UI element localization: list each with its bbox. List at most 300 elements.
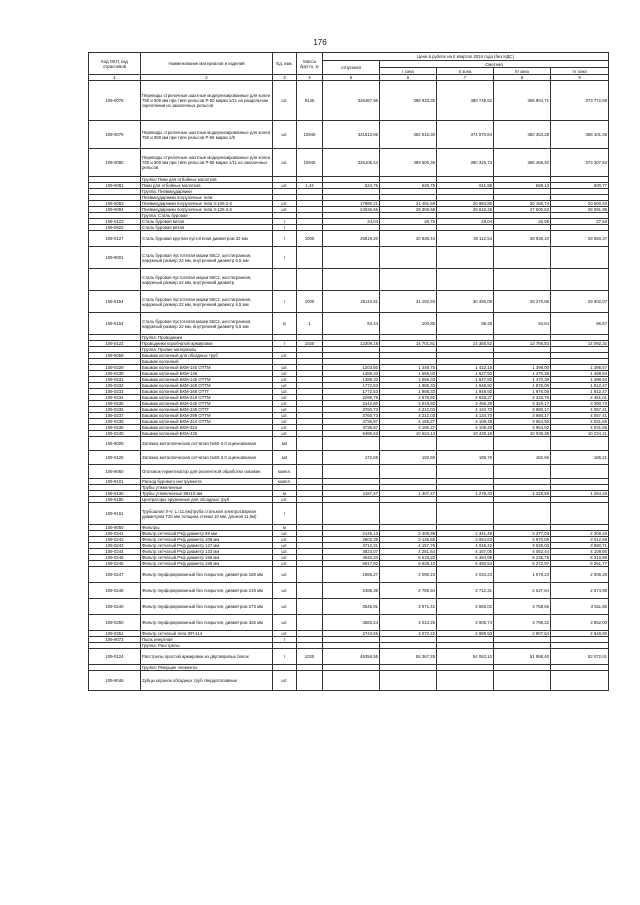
price-zone-4: 28 091,99 <box>551 207 609 213</box>
item-unit: м <box>273 491 297 497</box>
price-zone-1: 384 616,30 <box>380 121 437 149</box>
price-zone-2 <box>437 465 494 479</box>
item-name: Сталь буровая пустотелая марки 55С2, шестигранная, наружный размер 22 мм, внутренний диаметр 6,5 мм <box>141 313 273 335</box>
price-zone-4: 2 948,80 <box>551 631 609 637</box>
price-zone-3: 3 798,22 <box>494 615 551 631</box>
item-mass <box>297 451 323 465</box>
price-release: 2743,65 <box>323 631 380 637</box>
price-release: 326467,96 <box>323 81 380 121</box>
price-zone-2 <box>437 269 494 291</box>
item-code: 109-0242 <box>89 537 141 543</box>
item-unit: т <box>273 225 297 231</box>
price-zone-3: 3 326,17 <box>494 401 551 407</box>
price-zone-1: 14 701,81 <box>380 341 437 347</box>
item-name: Центраторы пружинные для обсадных труб <box>141 497 273 503</box>
col-index: 5 <box>323 75 380 81</box>
price-zone-3: 365 904,71 <box>494 81 551 121</box>
price-release: 1157,47 <box>323 491 380 497</box>
price-zone-1: 4 157,76 <box>380 543 437 549</box>
price-zone-1 <box>380 269 437 291</box>
item-unit: шт. <box>273 419 297 425</box>
item-code: 109-0230 <box>89 371 141 377</box>
item-name: Башмак колонный БКМ-146 <box>141 371 273 377</box>
price-zone-3: 360 353,28 <box>494 121 551 149</box>
price-zone-2: 4 134,70 <box>437 413 494 419</box>
price-release: 1772,53 <box>323 383 380 389</box>
price-zone-4: 29 560,37 <box>551 231 609 247</box>
price-zone-4: 4 057,41 <box>551 407 609 413</box>
item-unit: шт. <box>273 407 297 413</box>
price-zone-4: 2 006,25 <box>551 567 609 583</box>
price-zone-4: 1 498,94 <box>551 371 609 377</box>
item-code: 109-9073 <box>89 637 141 643</box>
table-row <box>89 247 609 269</box>
price-zone-1: 1 556,03 <box>380 377 437 383</box>
price-release: 3583,24 <box>323 615 380 631</box>
price-zone-4: 3 390,73 <box>551 401 609 407</box>
price-zone-2: 189,76 <box>437 451 494 465</box>
item-code: 109-0154 <box>89 291 141 313</box>
price-zone-1: 1 985,33 <box>380 383 437 389</box>
price-zone-4: 373 772,69 <box>551 81 609 121</box>
price-zone-4 <box>551 465 609 479</box>
price-zone-3: 1 978,23 <box>494 567 551 583</box>
price-zone-3: 2 637,64 <box>494 583 551 599</box>
price-zone-3: 2 970,56 <box>494 537 551 543</box>
item-name: Фильтр перфорированный без покрытия, диаметром 273 мм <box>141 599 273 615</box>
item-unit: т <box>273 231 297 247</box>
price-release: 1203,50 <box>323 365 380 371</box>
item-code: 109-0248 <box>89 583 141 599</box>
item-name: Фильтр сетчатый типа ФП-114 <box>141 631 273 637</box>
price-zone-3: 182,66 <box>494 451 551 465</box>
price-zone-2: 30 456,09 <box>437 291 494 313</box>
price-zone-3: 13 795,83 <box>494 341 551 347</box>
price-release <box>323 465 380 479</box>
price-zone-4 <box>551 437 609 451</box>
price-zone-1: 2 405,99 <box>380 531 437 537</box>
item-unit: м2 <box>273 451 297 465</box>
price-release: 46356,55 <box>323 649 380 665</box>
price-zone-1 <box>380 247 437 269</box>
item-name: Пики для отбойных молотков <box>141 183 273 189</box>
price-zone-1: 626,75 <box>380 183 437 189</box>
item-name: Пневмоударники погрузочные типа II-125-3.6 <box>141 207 273 213</box>
item-name: Фильтр сетчатый Рчф диаметр 127 мм <box>141 543 273 549</box>
item-code: 109-0083 <box>89 201 141 207</box>
item-mass <box>297 567 323 583</box>
price-release: 84,44 <box>323 313 380 335</box>
price-zone-1: 3 072,22 <box>380 631 437 637</box>
item-unit: шт. <box>273 353 297 359</box>
item-code: 109-0127 <box>89 231 141 247</box>
price-release: 24,04 <box>323 219 380 225</box>
price-table <box>88 52 609 691</box>
item-name: Переводы стрелочные шахтные модернизированные для колеи 750 и 900 мм при типе рельсов Р-65 марки 1/9 <box>141 121 273 149</box>
item-name: Башмак колонный БКМ-324 <box>141 425 273 431</box>
price-release: 12309,18 <box>323 341 380 347</box>
item-code: 109-0238 <box>89 419 141 425</box>
item-code: 109-0232 <box>89 383 141 389</box>
item-unit: шт. <box>273 497 297 503</box>
page-number: 176 <box>313 38 327 47</box>
price-zone-2: 374 970,84 <box>437 121 494 149</box>
price-zone-2: 1 527,50 <box>437 371 494 377</box>
item-mass <box>297 437 323 451</box>
item-mass <box>297 247 323 269</box>
item-unit: шт. <box>273 567 297 583</box>
price-release: 3760,73 <box>323 413 380 419</box>
item-name: Фильтр сетчатый Рчф диаметр 133 мм <box>141 549 273 555</box>
item-code: 109-0235 <box>89 401 141 407</box>
price-zone-4: 1 254,26 <box>551 491 609 497</box>
item-mass <box>297 269 323 291</box>
price-release <box>323 503 380 525</box>
header-mass: Масса брутто, кг <box>297 53 323 75</box>
price-release: 3736,87 <box>323 419 380 425</box>
header-release: отпускная <box>323 61 380 75</box>
price-zone-1: 1 448,75 <box>380 365 437 371</box>
price-release: 1389,33 <box>323 371 380 377</box>
item-unit: шт. <box>273 383 297 389</box>
header-code: Код ОКП, код отраслевой <box>89 53 141 75</box>
price-zone-2: 380 748,52 <box>437 81 494 121</box>
price-zone-2: 28,04 <box>437 219 494 225</box>
price-zone-1: 4 013,25 <box>380 615 437 631</box>
price-zone-3: 26,95 <box>494 219 551 225</box>
price-zone-4: 3 990,71 <box>551 543 609 549</box>
price-zone-2: 6 450,54 <box>437 561 494 567</box>
price-zone-4: 4 109,80 <box>551 549 609 555</box>
price-zone-3: 3 954,92 <box>494 419 551 425</box>
item-name: Фильтр сетчатый Рчф диаметр 89 мм <box>141 531 273 537</box>
item-name: Фильтр сетчатый Рчф диаметр 159 мм <box>141 555 273 561</box>
item-name: Сталь буровая витая <box>141 219 273 225</box>
price-zone-2: 2 034,23 <box>437 567 494 583</box>
price-zone-3: 27 500,63 <box>494 207 551 213</box>
item-code: 109-0078 <box>89 81 141 121</box>
price-zone-2: 4 134,70 <box>437 407 494 413</box>
price-zone-3 <box>494 503 551 525</box>
item-unit: шт. <box>273 149 297 177</box>
item-unit: шт. <box>273 121 297 149</box>
price-zone-4: 186,21 <box>551 451 609 465</box>
item-mass: 1,44 <box>297 183 323 189</box>
price-zone-1: 6 628,10 <box>380 561 437 567</box>
price-release: 1389,33 <box>323 377 380 383</box>
price-zone-3: 20 168,74 <box>494 201 551 207</box>
price-zone-2: 2 528,27 <box>437 395 494 401</box>
item-code: 109-0123 <box>89 219 141 225</box>
price-zone-4: 5 310,89 <box>551 555 609 561</box>
item-mass <box>297 503 323 525</box>
price-release: 524,75 <box>323 183 380 189</box>
table-row <box>89 81 609 121</box>
table-row <box>89 269 609 291</box>
header-zone-2: II зона <box>437 68 494 75</box>
price-zone-4: 368 101,06 <box>551 121 609 149</box>
price-zone-4: 1 912,47 <box>551 383 609 389</box>
price-release <box>323 437 380 451</box>
item-mass: 1000 <box>297 291 323 313</box>
price-zone-4: 20 600,40 <box>551 201 609 207</box>
item-code: 109-0245 <box>89 555 141 561</box>
price-zone-1: 21 481,69 <box>380 201 437 207</box>
price-zone-1: 3 519,92 <box>380 401 437 407</box>
price-zone-2: 2 989,93 <box>437 631 494 637</box>
price-zone-1: 3 971,42 <box>380 599 437 615</box>
price-zone-2: 98,48 <box>437 313 494 335</box>
price-zone-1: 1 985,33 <box>380 389 437 395</box>
price-zone-4 <box>551 503 609 525</box>
price-release: 2299,76 <box>323 395 380 401</box>
price-release: 1866,27 <box>323 567 380 583</box>
price-zone-4: 4 031,65 <box>551 425 609 431</box>
price-zone-4: 1 395,57 <box>551 365 609 371</box>
item-unit: шт. <box>273 555 297 561</box>
price-zone-1: 28,72 <box>380 219 437 225</box>
item-code: 109-9050 <box>89 525 141 531</box>
price-zone-3: 3 758,66 <box>494 599 551 615</box>
table-row <box>89 615 609 631</box>
price-release <box>323 671 380 691</box>
price-zone-2: 611,98 <box>437 183 494 189</box>
price-release: 17980,21 <box>323 201 380 207</box>
item-name: Сталь буровая пустотелая марки 55С2, шестигранная, наружный размер 22 мм, внутренний диаметр <box>141 269 273 291</box>
item-name: Расход бурового инструмента <box>141 479 273 485</box>
item-name: Фильтр сетчатый Рчф диаметр 168 мм <box>141 561 273 567</box>
price-zone-2: 30 112,54 <box>437 231 494 247</box>
header-price-group: Цена в рублях на II квартал 2016 года (без НДС) <box>323 53 609 61</box>
item-name: Башмак колонный БКМ-168 ОТТГ <box>141 389 273 395</box>
group-name: Группа: Прочие материалы <box>141 347 273 353</box>
price-zone-4: 53 072,61 <box>551 649 609 665</box>
col-index: 6 <box>380 75 437 81</box>
item-code: 109-0231 <box>89 377 141 383</box>
item-code: 109-9060 <box>89 465 141 479</box>
col-index: 3 <box>273 75 297 81</box>
item-unit: шт. <box>273 631 297 637</box>
item-name: Расстрелы простой армировки из двутавровых балок <box>141 649 273 665</box>
item-code: 109-0229 <box>89 365 141 371</box>
item-name: Сталь буровая пустотелая марки 55С2, шестигранная, наружный размер 22 мм, внутренний диаметр 6,5 мм <box>141 291 273 313</box>
price-zone-1: 1 556,03 <box>380 371 437 377</box>
item-code: 109-0244 <box>89 549 141 555</box>
item-code: 109-9180 <box>89 497 141 503</box>
table-row <box>89 465 609 479</box>
header-unit: Ед. изм. <box>273 53 297 75</box>
price-zone-3: 1 876,06 <box>494 383 551 389</box>
price-zone-4: 1 912,47 <box>551 389 609 395</box>
group-name: Группа: Расстрелы <box>141 643 273 649</box>
price-zone-1: 193,50 <box>380 451 437 465</box>
item-code: 109-0250 <box>89 615 141 631</box>
item-name: Башмак колонный БКМ-324 ОТТМ <box>141 419 273 425</box>
item-unit: шт. <box>273 371 297 377</box>
price-zone-3: 94,64 <box>494 313 551 335</box>
price-zone-2: 2 341,49 <box>437 531 494 537</box>
item-code: 109-0243 <box>89 543 141 549</box>
item-name: Башмак колонный для обсадных труб <box>141 353 273 359</box>
item-unit: м2 <box>273 437 297 451</box>
price-zone-2: 4 046,42 <box>437 543 494 549</box>
item-code: 109-0122 <box>89 341 141 347</box>
price-release: 3712,31 <box>323 543 380 549</box>
group-name: Башмак колонный <box>141 359 273 365</box>
item-unit: шт. <box>273 395 297 401</box>
price-zone-1: 5 533,20 <box>380 555 437 561</box>
item-code: 109-0080 <box>89 149 141 177</box>
item-code: 109-9135 <box>89 491 141 497</box>
price-zone-4: 6 361,77 <box>551 561 609 567</box>
item-mass: 1020 <box>297 341 323 347</box>
item-code: 109-0084 <box>89 207 141 213</box>
item-unit: шт. <box>273 431 297 437</box>
price-zone-1: 29 306,58 <box>380 207 437 213</box>
item-name: Башмак колонный БКМ-426 <box>141 431 273 437</box>
price-release: 2146,13 <box>323 531 380 537</box>
item-name: Башмак колонный БКМ-299 ОТТМ <box>141 413 273 419</box>
item-mass: 1 <box>297 313 323 335</box>
table-row <box>89 313 609 335</box>
price-zone-2: 380 325,73 <box>437 149 494 177</box>
item-unit: т <box>273 291 297 313</box>
price-zone-4: 373 307,84 <box>551 149 609 177</box>
item-unit: шт. <box>273 537 297 543</box>
price-zone-2 <box>437 247 494 269</box>
price-zone-1: 4 212,03 <box>380 413 437 419</box>
table-row <box>89 149 609 177</box>
item-code: 109-0239 <box>89 425 141 431</box>
price-zone-1 <box>380 465 437 479</box>
item-code <box>89 269 141 291</box>
item-name: Башмак колонный БКМ-219 ОТТМ <box>141 395 273 401</box>
item-mass: 1020 <box>297 649 323 665</box>
item-code: 109-0154 <box>89 313 141 335</box>
item-mass: 10945 <box>297 121 323 149</box>
price-zone-4: 96,67 <box>551 313 609 335</box>
price-zone-3: 10 039,38 <box>494 431 551 437</box>
item-code: 109-0241 <box>89 531 141 537</box>
group-name: Группа: Пневмоударники <box>141 189 273 195</box>
price-zone-4: 2 481,01 <box>551 395 609 401</box>
item-name: Затяжка металлическая сетчатая №50-3.0 оцинкованная <box>141 451 273 465</box>
price-zone-4: 4 031,65 <box>551 419 609 425</box>
header-name: Наименование материалов и изделий <box>141 53 273 75</box>
price-zone-3 <box>494 247 551 269</box>
price-zone-2 <box>437 437 494 451</box>
price-zone-3 <box>494 269 551 291</box>
price-zone-3: 588,13 <box>494 183 551 189</box>
col-index: 7 <box>437 75 494 81</box>
price-zone-3: 2 907,64 <box>494 631 551 637</box>
item-code: 109-0249 <box>89 599 141 615</box>
price-zone-2: 3 455,39 <box>437 401 494 407</box>
price-zone-2 <box>437 671 494 691</box>
item-unit: т <box>273 503 297 525</box>
item-unit: компл. <box>273 465 297 479</box>
price-zone-3: 1 876,06 <box>494 389 551 395</box>
price-zone-3: 3 980,17 <box>494 407 551 413</box>
item-code: 109-0125 <box>89 451 141 465</box>
price-zone-3: 1 470,38 <box>494 371 551 377</box>
price-zone-2: 1 422,15 <box>437 365 494 371</box>
price-zone-3: 3 980,17 <box>494 413 551 419</box>
price-zone-4: 27,53 <box>551 219 609 225</box>
item-code: 109-0247 <box>89 567 141 583</box>
item-unit: шт. <box>273 81 297 121</box>
price-zone-4: 4 057,41 <box>551 413 609 419</box>
item-unit: шт. <box>273 201 297 207</box>
item-unit: шт. <box>273 389 297 395</box>
item-name: Башмак колонный БКМ-245 ОТТМ <box>141 401 273 407</box>
item-unit: шт. <box>273 401 297 407</box>
col-index: 9 <box>551 75 609 81</box>
price-zone-3: 3 954,92 <box>494 425 551 431</box>
item-name: Фильтры <box>141 525 273 531</box>
col-index: 1 <box>89 75 141 81</box>
price-zone-3 <box>494 671 551 691</box>
price-zone-3: 2 433,76 <box>494 395 551 401</box>
price-zone-2: 54 063,10 <box>437 649 494 665</box>
item-code: 109-9001 <box>89 247 141 269</box>
item-name: Фильтр перфорированный без покрытия, диаметром 219 мм <box>141 583 273 599</box>
col-index: 2 <box>141 75 273 81</box>
item-name: Переводы стрелочные шахтные модернизированные для колеи 750 и 900 мм при типе рельсов Р-65 марки 1/11 из закаленных рельсов <box>141 149 273 177</box>
price-zone-4: 2 674,98 <box>551 583 609 599</box>
price-release: 321513,96 <box>323 121 380 149</box>
price-zone-1 <box>380 503 437 525</box>
group-name: Группа: Пики для отбойных молотков <box>141 177 273 183</box>
table-row <box>89 583 609 599</box>
item-unit: кг <box>273 313 297 335</box>
price-release: 4940,34 <box>323 555 380 561</box>
item-unit: т <box>273 247 297 269</box>
group-name: Пневмоударники погрузочные типа <box>141 195 273 201</box>
price-zone-3 <box>494 437 551 451</box>
item-name: Переводы стрелочные шахтные модернизированные для колеи 750 и 900 мм при типе рельсов Р-50 марки 1/11 на раздельном скреплении из закаленных рельсов <box>141 81 273 121</box>
price-zone-2: 3 054,63 <box>437 537 494 543</box>
table-row <box>89 649 609 665</box>
table-row <box>89 567 609 583</box>
price-zone-1: 55 367,25 <box>380 649 437 665</box>
price-release: 25819,20 <box>323 231 380 247</box>
price-zone-3: 1 228,58 <box>494 491 551 497</box>
item-unit: т <box>273 649 297 665</box>
table-row <box>89 291 609 313</box>
item-name: Сталь буровая пустотелая марки 55С2, шестигранная, наружный размер 22 мм, внутренний диаметр 6,5 мм <box>141 247 273 269</box>
item-mass: 10945 <box>297 149 323 177</box>
item-name: Сталь буровая круглая пустотелая диаметром 32 мм <box>141 231 273 247</box>
price-zone-4 <box>551 671 609 691</box>
price-zone-1: 4 212,03 <box>380 407 437 413</box>
item-code: 109-0251 <box>89 631 141 637</box>
item-unit: шт. <box>273 599 297 615</box>
price-release: 5917,92 <box>323 561 380 567</box>
col-index: 8 <box>494 75 551 81</box>
price-zone-4: 600,77 <box>551 183 609 189</box>
item-unit: м <box>273 525 297 531</box>
price-zone-2: 4 108,48 <box>437 425 494 431</box>
item-mass <box>297 583 323 599</box>
price-zone-1: 2 786,94 <box>380 583 437 599</box>
item-name: Пыль инертная <box>141 637 273 643</box>
item-unit: т <box>273 219 297 225</box>
price-zone-1: 389 933,35 <box>380 81 437 121</box>
price-zone-3: 28 938,10 <box>494 231 551 247</box>
price-zone-4: 2 309,26 <box>551 531 609 537</box>
price-zone-1: 389 500,36 <box>380 149 437 177</box>
